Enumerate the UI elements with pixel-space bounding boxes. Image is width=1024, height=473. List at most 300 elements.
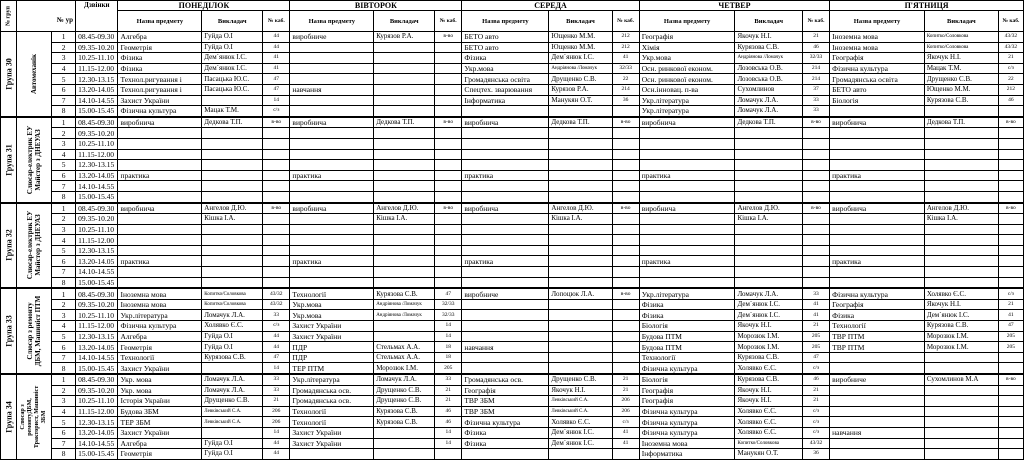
room-cell[interactable] (998, 160, 1023, 171)
teacher-cell[interactable] (374, 170, 435, 181)
teacher-cell[interactable]: Кішка І.А. (202, 214, 263, 225)
room-cell[interactable] (998, 224, 1023, 235)
subject-cell[interactable]: навчання (830, 427, 925, 438)
subject-cell[interactable] (462, 191, 549, 202)
teacher-cell[interactable]: Лозовська О.В. (735, 74, 802, 85)
teacher-cell[interactable]: Холявко Є.С. (735, 406, 802, 417)
teacher-cell[interactable] (735, 224, 802, 235)
room-cell[interactable]: 212 (612, 42, 639, 53)
teacher-cell[interactable]: Андріянова /Ломачук (735, 53, 802, 64)
teacher-cell[interactable] (924, 396, 998, 407)
teacher-cell[interactable] (549, 128, 612, 139)
room-cell[interactable]: в-во (998, 203, 1023, 214)
room-cell[interactable] (263, 191, 290, 202)
teacher-cell[interactable]: Копитко/Соловкова (735, 438, 802, 449)
subject-cell[interactable]: Укр.мова (290, 310, 374, 321)
room-cell[interactable]: 36 (802, 449, 829, 460)
room-cell[interactable]: в-во (612, 203, 639, 214)
teacher-cell[interactable] (924, 181, 998, 192)
teacher-cell[interactable] (549, 299, 612, 310)
subject-cell[interactable]: Громадянська осв. (290, 396, 374, 407)
room-cell[interactable] (263, 277, 290, 288)
subject-cell[interactable] (639, 267, 735, 278)
room-cell[interactable] (802, 149, 829, 160)
subject-cell[interactable]: Біологія (639, 374, 735, 385)
teacher-cell[interactable] (735, 245, 802, 256)
teacher-cell[interactable] (924, 245, 998, 256)
subject-cell[interactable]: Технології (290, 417, 374, 428)
teacher-cell[interactable]: Дедкова Т.П. (374, 117, 435, 128)
room-cell[interactable] (998, 149, 1023, 160)
teacher-cell[interactable]: Якочук Н.І. (924, 299, 998, 310)
subject-cell[interactable]: практика (639, 170, 735, 181)
teacher-cell[interactable]: Дедкова Т.П. (549, 117, 612, 128)
room-cell[interactable]: 22 (612, 74, 639, 85)
subject-cell[interactable]: Захист України (118, 427, 202, 438)
room-cell[interactable]: 214 (612, 84, 639, 95)
teacher-cell[interactable] (549, 149, 612, 160)
subject-cell[interactable] (290, 63, 374, 74)
teacher-cell[interactable] (924, 149, 998, 160)
room-cell[interactable] (998, 170, 1023, 181)
subject-cell[interactable]: Укр.література (639, 288, 735, 299)
subject-cell[interactable] (639, 277, 735, 288)
room-cell[interactable] (612, 191, 639, 202)
teacher-cell[interactable]: Андріянова /Ломачук (549, 63, 612, 74)
teacher-cell[interactable]: Ломачук Л.А. (735, 95, 802, 106)
subject-cell[interactable]: Фізика (639, 310, 735, 321)
subject-cell[interactable] (830, 406, 925, 417)
teacher-cell[interactable] (374, 245, 435, 256)
teacher-cell[interactable]: Якочук Н.І. (549, 385, 612, 396)
teacher-cell[interactable] (735, 138, 802, 149)
room-cell[interactable]: 206 (612, 396, 639, 407)
teacher-cell[interactable]: Сухомлинов (735, 84, 802, 95)
teacher-cell[interactable]: Якочук Н.І. (735, 32, 802, 43)
teacher-cell[interactable]: Ангелов Д.Ю. (735, 203, 802, 214)
subject-cell[interactable]: практика (118, 170, 202, 181)
room-cell[interactable] (998, 363, 1023, 374)
room-cell[interactable]: 205 (435, 363, 462, 374)
room-cell[interactable] (802, 191, 829, 202)
room-cell[interactable] (998, 385, 1023, 396)
subject-cell[interactable]: виробнича (462, 203, 549, 214)
subject-cell[interactable]: Осн. ринкової економ. (639, 74, 735, 85)
subject-cell[interactable]: практика (830, 170, 925, 181)
room-cell[interactable] (435, 84, 462, 95)
subject-cell[interactable]: ТВР ПТМ (830, 331, 925, 342)
room-cell[interactable]: в-во (998, 117, 1023, 128)
subject-cell[interactable]: Фізика (462, 53, 549, 64)
subject-cell[interactable]: Укр.література (639, 95, 735, 106)
room-cell[interactable]: с/з (998, 63, 1023, 74)
room-cell[interactable] (802, 128, 829, 139)
subject-cell[interactable] (290, 181, 374, 192)
teacher-cell[interactable] (374, 63, 435, 74)
subject-cell[interactable] (118, 214, 202, 225)
teacher-cell[interactable] (549, 106, 612, 117)
subject-cell[interactable]: виробнича (639, 117, 735, 128)
subject-cell[interactable]: Іноземна мова (118, 288, 202, 299)
teacher-cell[interactable]: Копитко/Соловкова (924, 42, 998, 53)
subject-cell[interactable]: ТВР ЗБМ (462, 406, 549, 417)
room-cell[interactable] (612, 170, 639, 181)
subject-cell[interactable]: практика (462, 256, 549, 267)
subject-cell[interactable] (639, 224, 735, 235)
room-cell[interactable]: 205 (998, 331, 1023, 342)
subject-cell[interactable]: Алгебра (118, 331, 202, 342)
teacher-cell[interactable] (202, 235, 263, 246)
subject-cell[interactable]: Історія України (118, 396, 202, 407)
subject-cell[interactable]: Технології (639, 352, 735, 363)
teacher-cell[interactable] (924, 170, 998, 181)
subject-cell[interactable] (290, 449, 374, 460)
subject-cell[interactable]: Геометрія (118, 449, 202, 460)
teacher-cell[interactable] (735, 191, 802, 202)
teacher-cell[interactable]: Дем`янюк І.С. (549, 53, 612, 64)
room-cell[interactable] (998, 235, 1023, 246)
room-cell[interactable] (435, 42, 462, 53)
subject-cell[interactable] (118, 128, 202, 139)
teacher-cell[interactable] (374, 427, 435, 438)
subject-cell[interactable]: виробнича (118, 203, 202, 214)
teacher-cell[interactable]: Ломачук Л.А. (202, 385, 263, 396)
teacher-cell[interactable] (549, 256, 612, 267)
subject-cell[interactable]: виробниче (290, 32, 374, 43)
teacher-cell[interactable]: Ангелов Д.Ю. (549, 203, 612, 214)
teacher-cell[interactable]: Гуйда О.І (202, 449, 263, 460)
subject-cell[interactable]: Технології (830, 321, 925, 332)
room-cell[interactable]: 43/32 (263, 288, 290, 299)
teacher-cell[interactable]: Ющенко М.М. (549, 32, 612, 43)
teacher-cell[interactable] (735, 160, 802, 171)
subject-cell[interactable]: Захист України (118, 363, 202, 374)
room-cell[interactable] (802, 267, 829, 278)
subject-cell[interactable]: виробнича (290, 117, 374, 128)
teacher-cell[interactable]: Левківський С.А. (202, 406, 263, 417)
subject-cell[interactable] (462, 352, 549, 363)
teacher-cell[interactable] (549, 267, 612, 278)
room-cell[interactable] (998, 106, 1023, 117)
subject-cell[interactable] (830, 224, 925, 235)
subject-cell[interactable]: Осн.інновац. п-ва (639, 84, 735, 95)
room-cell[interactable]: 47 (802, 352, 829, 363)
room-cell[interactable] (998, 245, 1023, 256)
room-cell[interactable] (612, 310, 639, 321)
teacher-cell[interactable] (549, 235, 612, 246)
room-cell[interactable]: 21 (802, 32, 829, 43)
room-cell[interactable]: 41 (263, 53, 290, 64)
room-cell[interactable] (802, 277, 829, 288)
subject-cell[interactable]: Укр.література (290, 374, 374, 385)
subject-cell[interactable] (290, 191, 374, 202)
teacher-cell[interactable]: Мацак Т.М. (924, 63, 998, 74)
teacher-cell[interactable]: Курязова С.В. (374, 288, 435, 299)
subject-cell[interactable] (830, 352, 925, 363)
room-cell[interactable]: 41 (612, 53, 639, 64)
subject-cell[interactable]: Фізична культура (639, 427, 735, 438)
subject-cell[interactable] (118, 277, 202, 288)
room-cell[interactable] (435, 191, 462, 202)
subject-cell[interactable] (290, 277, 374, 288)
room-cell[interactable]: 44 (263, 449, 290, 460)
teacher-cell[interactable]: Ломачук Л.А. (735, 106, 802, 117)
teacher-cell[interactable] (202, 224, 263, 235)
room-cell[interactable] (998, 438, 1023, 449)
subject-cell[interactable]: виробниче (830, 374, 925, 385)
room-cell[interactable]: 36 (612, 95, 639, 106)
subject-cell[interactable]: виробниче (462, 288, 549, 299)
teacher-cell[interactable] (549, 160, 612, 171)
subject-cell[interactable]: Алгебра (118, 32, 202, 43)
teacher-cell[interactable] (202, 277, 263, 288)
room-cell[interactable] (612, 138, 639, 149)
room-cell[interactable] (263, 214, 290, 225)
teacher-cell[interactable]: Дем`янюк І.С. (549, 427, 612, 438)
subject-cell[interactable]: Фізика (639, 299, 735, 310)
subject-cell[interactable]: Фізика (462, 427, 549, 438)
teacher-cell[interactable]: Якочук Н.І. (735, 396, 802, 407)
teacher-cell[interactable] (374, 95, 435, 106)
teacher-cell[interactable] (549, 191, 612, 202)
teacher-cell[interactable]: Курязова С.В. (735, 352, 802, 363)
teacher-cell[interactable]: Сухомлинов М.А (924, 374, 998, 385)
subject-cell[interactable]: Громадянська осв. (290, 385, 374, 396)
room-cell[interactable]: 21 (998, 299, 1023, 310)
subject-cell[interactable] (462, 321, 549, 332)
teacher-cell[interactable]: Ющенко М.М. (924, 84, 998, 95)
room-cell[interactable] (998, 138, 1023, 149)
teacher-cell[interactable]: Дем`янюк І.С. (202, 63, 263, 74)
room-cell[interactable] (435, 256, 462, 267)
subject-cell[interactable] (462, 267, 549, 278)
teacher-cell[interactable] (202, 191, 263, 202)
room-cell[interactable]: 21 (802, 385, 829, 396)
room-cell[interactable]: 214 (802, 63, 829, 74)
subject-cell[interactable] (290, 74, 374, 85)
teacher-cell[interactable] (374, 256, 435, 267)
subject-cell[interactable]: Укр.мова (290, 299, 374, 310)
subject-cell[interactable]: Захист України (290, 427, 374, 438)
teacher-cell[interactable] (202, 363, 263, 374)
room-cell[interactable]: 44 (263, 42, 290, 53)
room-cell[interactable] (612, 181, 639, 192)
subject-cell[interactable] (830, 363, 925, 374)
teacher-cell[interactable]: Друщенко С.В. (202, 396, 263, 407)
teacher-cell[interactable] (735, 149, 802, 160)
subject-cell[interactable] (462, 138, 549, 149)
teacher-cell[interactable]: Друщенко С.В. (374, 396, 435, 407)
teacher-cell[interactable] (374, 106, 435, 117)
teacher-cell[interactable] (924, 224, 998, 235)
subject-cell[interactable] (290, 267, 374, 278)
subject-cell[interactable] (830, 138, 925, 149)
room-cell[interactable] (612, 331, 639, 342)
subject-cell[interactable]: Геометрія (118, 42, 202, 53)
room-cell[interactable] (263, 224, 290, 235)
teacher-cell[interactable]: Дем`янюк І.С. (735, 299, 802, 310)
teacher-cell[interactable]: Курязова С.В. (374, 406, 435, 417)
room-cell[interactable] (802, 138, 829, 149)
room-cell[interactable]: 14 (263, 363, 290, 374)
subject-cell[interactable]: Укр.література (639, 106, 735, 117)
room-cell[interactable]: в-во (263, 117, 290, 128)
room-cell[interactable] (998, 352, 1023, 363)
teacher-cell[interactable] (202, 427, 263, 438)
teacher-cell[interactable] (374, 42, 435, 53)
teacher-cell[interactable]: Холявко Є.С. (549, 417, 612, 428)
subject-cell[interactable]: навчання (290, 84, 374, 95)
subject-cell[interactable] (462, 299, 549, 310)
room-cell[interactable] (435, 267, 462, 278)
teacher-cell[interactable] (924, 160, 998, 171)
subject-cell[interactable] (462, 224, 549, 235)
room-cell[interactable] (612, 149, 639, 160)
subject-cell[interactable] (639, 128, 735, 139)
teacher-cell[interactable] (924, 438, 998, 449)
subject-cell[interactable]: Географія (830, 299, 925, 310)
room-cell[interactable] (802, 160, 829, 171)
teacher-cell[interactable] (374, 128, 435, 139)
subject-cell[interactable]: Фізична культура (639, 417, 735, 428)
subject-cell[interactable]: Громадянська осв. (462, 374, 549, 385)
subject-cell[interactable]: Біологія (639, 321, 735, 332)
subject-cell[interactable]: Укр. мова (118, 374, 202, 385)
teacher-cell[interactable]: Ломачук Л.А. (202, 310, 263, 321)
room-cell[interactable] (435, 53, 462, 64)
teacher-cell[interactable]: Ангелов Д.Ю. (202, 203, 263, 214)
teacher-cell[interactable]: Курязова С.В. (924, 321, 998, 332)
room-cell[interactable] (263, 235, 290, 246)
subject-cell[interactable]: Технології (290, 288, 374, 299)
teacher-cell[interactable] (202, 128, 263, 139)
subject-cell[interactable]: Захист України (290, 321, 374, 332)
teacher-cell[interactable]: Якочук Н.І. (735, 385, 802, 396)
subject-cell[interactable] (639, 214, 735, 225)
room-cell[interactable] (435, 277, 462, 288)
teacher-cell[interactable]: Стельмах А.А. (374, 342, 435, 353)
subject-cell[interactable]: Укр.мова (639, 53, 735, 64)
room-cell[interactable]: в-во (612, 117, 639, 128)
teacher-cell[interactable] (549, 331, 612, 342)
room-cell[interactable]: в-во (435, 32, 462, 43)
room-cell[interactable] (612, 321, 639, 332)
room-cell[interactable]: 21 (263, 396, 290, 407)
subject-cell[interactable]: Фізична культура (639, 406, 735, 417)
subject-cell[interactable]: Фізична культура (830, 288, 925, 299)
room-cell[interactable]: 46 (435, 417, 462, 428)
room-cell[interactable] (612, 256, 639, 267)
subject-cell[interactable] (830, 396, 925, 407)
subject-cell[interactable]: виробнича (830, 203, 925, 214)
teacher-cell[interactable] (924, 385, 998, 396)
teacher-cell[interactable]: Мацак Т.М. (202, 106, 263, 117)
subject-cell[interactable] (830, 160, 925, 171)
room-cell[interactable] (802, 181, 829, 192)
teacher-cell[interactable] (924, 267, 998, 278)
teacher-cell[interactable]: Лопоцюк Л.А. (549, 288, 612, 299)
subject-cell[interactable]: Фізична культура (462, 417, 549, 428)
subject-cell[interactable] (462, 245, 549, 256)
subject-cell[interactable]: практика (830, 256, 925, 267)
subject-cell[interactable] (118, 191, 202, 202)
room-cell[interactable] (802, 224, 829, 235)
subject-cell[interactable] (830, 277, 925, 288)
room-cell[interactable]: в-во (612, 288, 639, 299)
teacher-cell[interactable]: Ломачук Л.А. (202, 374, 263, 385)
teacher-cell[interactable]: Гуйда О.І (202, 438, 263, 449)
teacher-cell[interactable]: Друщенко С.В. (374, 385, 435, 396)
subject-cell[interactable]: Іноземна мова (830, 32, 925, 43)
room-cell[interactable]: 32/33 (435, 310, 462, 321)
teacher-cell[interactable] (374, 267, 435, 278)
room-cell[interactable]: 33 (263, 385, 290, 396)
teacher-cell[interactable] (924, 406, 998, 417)
room-cell[interactable] (435, 245, 462, 256)
room-cell[interactable]: 33 (802, 106, 829, 117)
teacher-cell[interactable]: Холявко Є.С. (735, 417, 802, 428)
subject-cell[interactable] (830, 385, 925, 396)
room-cell[interactable]: 32/33 (802, 53, 829, 64)
teacher-cell[interactable]: Холявко Є.С. (924, 288, 998, 299)
teacher-cell[interactable]: Лозовська О.В. (735, 63, 802, 74)
teacher-cell[interactable] (202, 170, 263, 181)
subject-cell[interactable] (830, 438, 925, 449)
teacher-cell[interactable] (549, 138, 612, 149)
subject-cell[interactable] (462, 128, 549, 139)
room-cell[interactable] (998, 256, 1023, 267)
room-cell[interactable]: 44 (263, 342, 290, 353)
room-cell[interactable]: с/з (263, 106, 290, 117)
teacher-cell[interactable] (374, 235, 435, 246)
teacher-cell[interactable]: Манукян О.Т. (549, 95, 612, 106)
subject-cell[interactable] (830, 417, 925, 428)
teacher-cell[interactable]: Копитко/Соловкова (202, 299, 263, 310)
teacher-cell[interactable]: Дедкова Т.П. (202, 117, 263, 128)
teacher-cell[interactable]: Кішка І.А. (374, 214, 435, 225)
room-cell[interactable] (612, 342, 639, 353)
subject-cell[interactable]: виробнича (462, 117, 549, 128)
room-cell[interactable] (612, 449, 639, 460)
teacher-cell[interactable]: Морозюк І.М. (924, 342, 998, 353)
room-cell[interactable] (263, 170, 290, 181)
subject-cell[interactable] (118, 224, 202, 235)
teacher-cell[interactable]: Пасацька Ю.С. (202, 74, 263, 85)
subject-cell[interactable]: ТЕР ЗБМ (118, 417, 202, 428)
room-cell[interactable]: 41 (612, 438, 639, 449)
subject-cell[interactable] (462, 235, 549, 246)
room-cell[interactable] (435, 235, 462, 246)
room-cell[interactable]: 46 (998, 95, 1023, 106)
teacher-cell[interactable] (924, 417, 998, 428)
subject-cell[interactable] (290, 214, 374, 225)
room-cell[interactable] (263, 245, 290, 256)
room-cell[interactable] (435, 106, 462, 117)
subject-cell[interactable] (118, 138, 202, 149)
room-cell[interactable]: 205 (998, 342, 1023, 353)
teacher-cell[interactable] (374, 138, 435, 149)
room-cell[interactable]: 33 (435, 374, 462, 385)
subject-cell[interactable] (462, 181, 549, 192)
room-cell[interactable]: 14 (435, 331, 462, 342)
room-cell[interactable]: 41 (263, 63, 290, 74)
subject-cell[interactable] (830, 149, 925, 160)
subject-cell[interactable]: виробнича (639, 203, 735, 214)
subject-cell[interactable]: практика (290, 170, 374, 181)
teacher-cell[interactable] (374, 331, 435, 342)
teacher-cell[interactable] (924, 106, 998, 117)
teacher-cell[interactable] (735, 267, 802, 278)
